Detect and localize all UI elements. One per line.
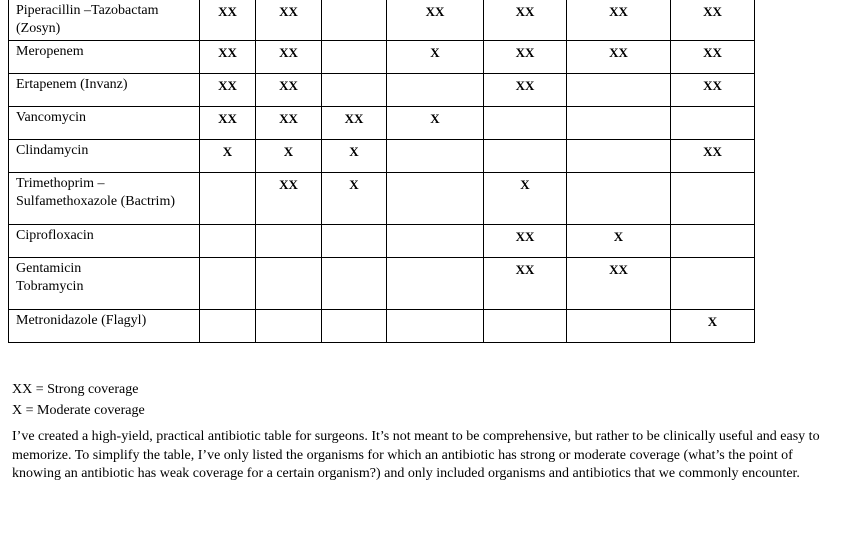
coverage-cell (200, 173, 256, 225)
antibiotic-name-line: Metronidazole (Flagyl) (16, 313, 147, 328)
coverage-cell (387, 258, 484, 310)
antibiotic-name (9, 140, 200, 173)
coverage-cell (387, 310, 484, 343)
antibiotic-name (9, 173, 200, 225)
coverage-cell: XX (567, 258, 671, 310)
coverage-cell (567, 74, 671, 107)
coverage-cell: XX (671, 0, 755, 41)
table-row (9, 140, 755, 173)
table-row (9, 173, 755, 225)
coverage-cell: XX (484, 258, 567, 310)
coverage-cell (200, 225, 256, 258)
coverage-cell (387, 225, 484, 258)
coverage-cell: XX (256, 41, 322, 74)
coverage-cell (484, 140, 567, 173)
coverage-cell (671, 258, 755, 310)
coverage-cell: XX (484, 225, 567, 258)
explanatory-note: I’ve created a high-yield, practical antibiotic table for surgeons. It’s not meant to be comprehensive, but rather to be clinically useful and easy to memorize. To simplify the table, I’ve only listed the organisms for which an antibiotic has strong or moderate coverage (what’s the point of knowing an antibiotic has weak coverage for a certain organism?) and only included organisms and antibiotics that we commonly encounter. (12, 429, 820, 481)
coverage-cell (322, 74, 387, 107)
table-row (9, 41, 755, 74)
table-row (9, 310, 755, 343)
coverage-cell (671, 225, 755, 258)
table-body (9, 0, 755, 343)
coverage-cell (256, 225, 322, 258)
coverage-cell (567, 107, 671, 140)
coverage-cell (671, 107, 755, 140)
antibiotic-name-line: Gentamicin (16, 261, 82, 276)
table-row (9, 225, 755, 258)
coverage-cell: XX (256, 74, 322, 107)
coverage-cell: XX (256, 107, 322, 140)
coverage-cell (256, 258, 322, 310)
coverage-cell (567, 173, 671, 225)
coverage-cell: XX (256, 173, 322, 225)
coverage-cell: X (671, 310, 755, 343)
legend (12, 379, 145, 421)
coverage-cell: X (200, 140, 256, 173)
antibiotic-name (9, 258, 200, 310)
coverage-cell: XX (256, 0, 322, 41)
antibiotic-name-line: Tobramycin (16, 279, 84, 294)
coverage-cell (322, 258, 387, 310)
antibiotic-name (9, 225, 200, 258)
antibiotic-name-line: Sulfamethoxazole (Bactrim) (16, 194, 175, 209)
coverage-cell (200, 258, 256, 310)
antibiotic-name-line: Trimethoprim – (16, 176, 105, 191)
antibiotic-name (9, 74, 200, 107)
coverage-cell (484, 310, 567, 343)
coverage-cell (322, 225, 387, 258)
antibiotic-name-line: Meropenem (16, 44, 84, 59)
coverage-cell (387, 173, 484, 225)
coverage-cell: XX (200, 0, 256, 41)
antibiotic-name-line: Clindamycin (16, 143, 89, 158)
coverage-cell: XX (567, 0, 671, 41)
antibiotic-name-line: Piperacillin –Tazobactam (16, 3, 159, 18)
coverage-cell: XX (322, 107, 387, 140)
antibiotic-name (9, 41, 200, 74)
coverage-cell: XX (200, 107, 256, 140)
legend-strong: XX = Strong coverage (12, 382, 139, 397)
table-row (9, 258, 755, 310)
coverage-cell: X (256, 140, 322, 173)
coverage-cell: X (484, 173, 567, 225)
coverage-cell: XX (671, 74, 755, 107)
coverage-cell: XX (200, 74, 256, 107)
antibiotic-name-line: Ciprofloxacin (16, 228, 94, 243)
coverage-cell (484, 107, 567, 140)
antibiotic-name-line: (Zosyn) (16, 21, 61, 36)
antibiotic-name-line: Ertapenem (Invanz) (16, 77, 128, 92)
coverage-cell: X (387, 41, 484, 74)
coverage-cell: XX (567, 41, 671, 74)
coverage-cell: XX (484, 41, 567, 74)
legend-moderate: X = Moderate coverage (12, 403, 145, 418)
coverage-cell (671, 173, 755, 225)
antibiotic-name-line: Vancomycin (16, 110, 86, 125)
coverage-cell: X (567, 225, 671, 258)
coverage-cell: X (387, 107, 484, 140)
coverage-cell: XX (484, 0, 567, 41)
table-row (9, 0, 755, 41)
coverage-cell (322, 0, 387, 41)
antibiotic-coverage-table (8, 0, 755, 343)
coverage-cell (387, 74, 484, 107)
coverage-cell (567, 140, 671, 173)
coverage-cell: XX (387, 0, 484, 41)
coverage-cell (256, 310, 322, 343)
coverage-cell (387, 140, 484, 173)
antibiotic-name (9, 310, 200, 343)
coverage-cell (200, 310, 256, 343)
coverage-cell: XX (484, 74, 567, 107)
table-row (9, 74, 755, 107)
coverage-cell (567, 310, 671, 343)
coverage-cell (322, 310, 387, 343)
coverage-cell: X (322, 173, 387, 225)
coverage-cell: XX (200, 41, 256, 74)
coverage-cell: XX (671, 41, 755, 74)
coverage-cell: XX (671, 140, 755, 173)
coverage-cell (322, 41, 387, 74)
table-row (9, 107, 755, 140)
antibiotic-name (9, 107, 200, 140)
coverage-cell: X (322, 140, 387, 173)
antibiotic-name (9, 0, 200, 41)
